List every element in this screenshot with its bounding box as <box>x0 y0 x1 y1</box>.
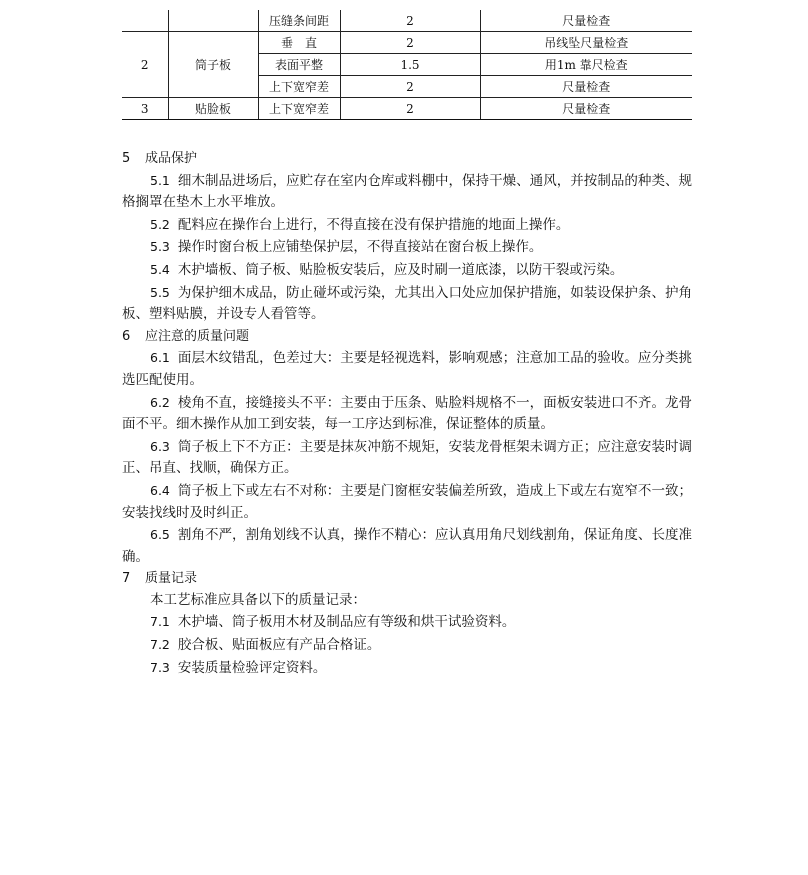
clause-6-3: 6.3 筒子板上下不方正：主要是抹灰冲筋不规矩，安装龙骨框架未调方正；应注意安装时调正、吊直、找顺，确保方正。 <box>122 438 692 477</box>
clause-6-4: 6.4 筒子板上下或左右不对称：主要是门窗框安装偏差所致，造成上下或左右宽窄不一致；安装找线时及时纠正。 <box>122 482 692 521</box>
table-cell-check-item: 上下宽窄差 <box>258 76 340 98</box>
table-cell-item-name: 筒子板 <box>168 32 258 98</box>
section-heading-5: 5 成品保护 <box>122 151 198 166</box>
table-cell-tolerance: 2 <box>340 98 480 120</box>
document-body <box>122 148 692 679</box>
quality-tolerance-table <box>122 10 692 120</box>
clause-6-5: 6.5 割角不严，割角划线不认真，操作不精心：应认真用角尺划线割角，保证角度、长度准确。 <box>122 527 692 565</box>
table-cell-tolerance: 2 <box>340 76 480 98</box>
section-heading-6: 6 应注意的质量问题 <box>122 328 250 344</box>
table-cell-check-item: 压缝条间距 <box>258 10 340 32</box>
table-cell-index: 3 <box>122 98 168 120</box>
section-7-intro: 本工艺标准应具备以下的质量记录： <box>150 591 366 608</box>
table-cell-method: 尺量检查 <box>480 76 692 98</box>
clause-7-3: 7.3 安装质量检验评定资料。 <box>150 659 327 676</box>
clause-5-4: 5.4 木护墙板、筒子板、贴脸板安装后，应及时刷一道底漆，以防干裂或污染。 <box>150 261 624 278</box>
table-cell-method: 尺量检查 <box>480 10 692 32</box>
table-cell-item-name <box>168 10 258 32</box>
table-cell-check-item: 垂 直 <box>258 32 340 54</box>
clause-7-2: 7.2 胶合板、贴面板应有产品合格证。 <box>150 637 381 654</box>
clause-5-2: 5.2 配料应在操作台上进行，不得直接在没有保护措施的地面上操作。 <box>150 216 570 233</box>
table-cell-index <box>122 10 168 32</box>
clause-5-5: 5.5 为保护细木成品，防止碰坏或污染，尤其出入口处应加保护措施，如装设保护条、护角板、塑料贴膜，并设专人看管等。 <box>122 284 692 323</box>
table-cell-index: 2 <box>122 32 168 98</box>
clause-5-3: 5.3 操作时窗台板上应铺垫保护层，不得直接站在窗台板上操作。 <box>150 239 543 256</box>
section-heading-7: 7 质量记录 <box>122 571 198 587</box>
table-cell-method: 尺量检查 <box>480 98 692 120</box>
table-cell-method: 吊线坠尺量检查 <box>480 32 692 54</box>
table-cell-tolerance: 2 <box>340 32 480 54</box>
table-cell-tolerance: 1.5 <box>340 54 480 76</box>
table-cell-check-item: 表面平整 <box>258 54 340 76</box>
clause-5-1: 5.1 细木制品进场后，应贮存在室内仓库或料棚中，保持干燥、通风，并按制品的种类、规格搁罩在垫木上水平堆放。 <box>122 172 692 211</box>
clause-6-1: 6.1 面层木纹错乱，色差过大：主要是轻视选料，影响观感；注意加工品的验收。应分类挑选匹配使用。 <box>122 350 692 388</box>
clause-7-1: 7.1 木护墙、筒子板用木材及制品应有等级和烘干试验资料。 <box>150 614 516 631</box>
table-row <box>122 32 692 54</box>
table-cell-method: 用1m 靠尺检查 <box>480 54 692 76</box>
table-cell-check-item: 上下宽窄差 <box>258 98 340 120</box>
table-row <box>122 98 692 120</box>
table-cell-tolerance: 2 <box>340 10 480 32</box>
table-row <box>122 10 692 32</box>
table-cell-item-name: 贴脸板 <box>168 98 258 120</box>
clause-6-2: 6.2 棱角不直，接缝接头不平：主要由于压条、贴脸料规格不一，面板安装进口不齐。龙骨面不平。细木操作从加工到安装，每一工序达到标准，保证整体的质量。 <box>122 394 692 433</box>
